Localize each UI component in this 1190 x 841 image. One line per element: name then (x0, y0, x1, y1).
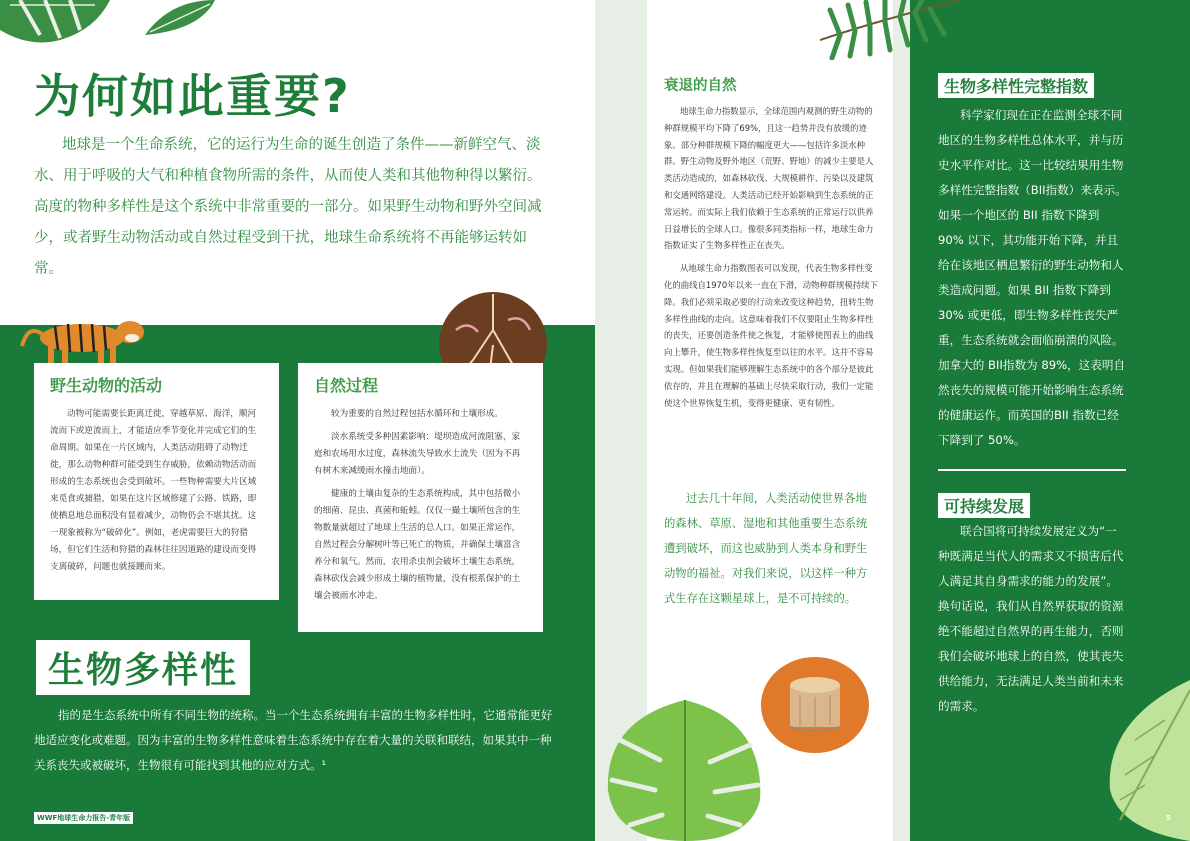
decline-paragraph-1: 地球生命力指数显示，全球范围内观测的野生动物的种群规模平均下降了69%，且这一趋势并没有放缓的迹象。部分种群规模下降的幅度更大——包括许多淡水种群。野生动物及野外地区（荒野、野地）的减少主要是人类活动造成的，如森林砍伐、大规模耕作、污染以及建筑和交通网络建设。人类活动已经开始影响到生态系统的正常运转。而实际上我们依赖于生态系统的正常运行以供养日益增长的全球人口。像很多同类指标一样，地球生命力指数证实了生物多样性正在丧失。 (664, 106, 874, 251)
bii-heading (938, 73, 1094, 98)
monstera-leaf-top-left (0, 0, 110, 50)
palm-frond-top (820, 0, 960, 60)
biodiversity-title: 生物多样性 (48, 650, 239, 691)
sustainable-text: 联合国将可持续发展定义为“一种既满足当代人的需求又不损害后代人满足其自身需求的能力的发展”。换句话说，我们从自然界获取的资源绝不能超过自然界的再生能力，否则我们会破坏地球上的自然，使其丧失供给能力，无法满足人类当前和未来的需求。 (938, 524, 1124, 713)
nature-card-text-1: 较为重要的自然过程包括水循环和土壤形成。 (331, 409, 503, 419)
bii-text: 科学家们现在正在监测全球不同地区的生物多样性总体水平，并与历史水平作对比。这一比较结果用生物多样性完整指数（BII指数）来表示。如果一个地区的 BII 指数下降到 90% 以下，其功能开始下降，并且给在该地区栖息繁衍的野生动物和人类造成问题。如果 BII 指数下降到 30% 或更低，即生物多样性丧失严重，生态系统就会面临崩溃的风险。加拿大的 BII指数为 89%，这表明自然丧失的规模可能开始影响生态系统的健康运作。而英国的BII 指数已经下降到了 50%。 (938, 108, 1127, 447)
sustainable-heading (938, 493, 1030, 518)
wildlife-card-title: 野生动物的活动 (50, 376, 163, 395)
biodiversity-text: 指的是生态系统中所有不同生物的统称。当一个生态系统拥有丰富的生物多样性时，它通常能更好地适应变化或难题。因为丰富的生物多样性意味着生态系统中存在着大量的关联和联结，如果其中一种关系丧失或被破坏，生物很有可能找到其他的应对方式。¹ (34, 708, 553, 772)
nature-card-title: 自然过程 (314, 376, 379, 395)
section-divider (938, 469, 1126, 471)
nature-card (298, 363, 543, 632)
sustainable-title: 可持续发展 (938, 493, 1030, 518)
biodiversity-title-box (36, 640, 250, 695)
decline-title: 衰退的自然 (664, 78, 737, 94)
page-number: 5 (1166, 814, 1171, 822)
tree-stump-illustration (760, 655, 870, 755)
bii-title: 生物多样性完整指数 (938, 73, 1094, 98)
nature-card-text-3: 健康的土壤由复杂的生态系统构成，其中包括微小的细菌、昆虫、真菌和蚯蚓。仅仅一撮土壤所包含的生物数量就超过了地球上生活的总人口。如果正常运作，自然过程会分解树叶等已死亡的物质，并确保土壤富含养分和氧气。然而，农用杀虫剂会破坏土壤生态系统，森林砍伐会减少形成土壤的植物量，没有根系保护的土壤会被雨水冲走。 (314, 489, 521, 601)
page-title: 为何如此重要? (34, 69, 351, 123)
tiger-illustration (20, 310, 150, 368)
monstera-leaf-bottom (600, 690, 770, 841)
nature-card-text-2: 淡水系统受多种因素影响：堤坝造成河流阻塞，家庭和农场用水过度，森林流失导致水土流失（因为不再有树木来减缓雨水撞击地面）。 (314, 432, 521, 476)
decline-body (664, 103, 878, 417)
intro-paragraph: 地球是一个生命系统，它的运行为生命的诞生创造了条件——新鲜空气、淡水、用于呼吸的大气和种植食物所需的条件，从而使人类和其他物种得以繁衍。高度的物种多样性是这个系统中非常重要的一部分。如果野生动物和野外空间减少，或者野生动物活动或自然过程受到干扰，地球生命系统将不再能够运转如常。 (34, 137, 542, 277)
footer-label: WWF地球生命力报告-青年版 (34, 812, 133, 824)
decline-quote: 过去几十年间，人类活动使世界各地的森林、草原、湿地和其他重要生态系统遭到破坏，而这也威胁到人类本身和野生动物的福祉。对我们来说，以这样一种方式生存在这颗星球上，是不可持续的。 (664, 492, 868, 605)
decline-paragraph-2: 从地球生命力指数图表可以发现，代表生物多样性变化的曲线自1970年以来一直在下滑，动物种群规模持续下降。我们必须采取必要的行动来改变这种趋势，扭转生物多样性曲线的走向。这意味着我们不仅要阻止生物多样性的丧失，还要创造条件使之恢复，才能够使图表上的曲线向上攀升，使生物多样性恢复至以往的水平。这并不容易实现。但如果我们能够理解生态系统中的各个部分是彼此依存的，并且在理解的基础上尽快采取行动，我们一定能使这个世界恢复生机，变得更健康、更有韧性。 (664, 263, 878, 408)
small-leaf-top (140, 0, 220, 40)
wildlife-card (34, 363, 279, 600)
wildlife-card-text: 动物可能需要长距离迁徙，穿越草原、海洋，顺河流而下或逆流而上，才能适应季节变化并完成它们的生命周期。如果在一片区域内，人类活动阻碍了动物迁徙，那么动物种群可能受到生存威胁，依赖动物活动而形成的生态系统也会受到破坏。一些物种需要大片区域来觅食或捕猎，如果在这片区域修建了公路、铁路，即使栖息地总面积没有显着减少，动物仍会不堪其扰。这一现象被称为“破碎化”。例如，老虎需要巨大的狩猎场，但它们生活和狩猎的森林往往因道路的建设而变得支离破碎，问题也就接踵而来。 (50, 409, 257, 572)
